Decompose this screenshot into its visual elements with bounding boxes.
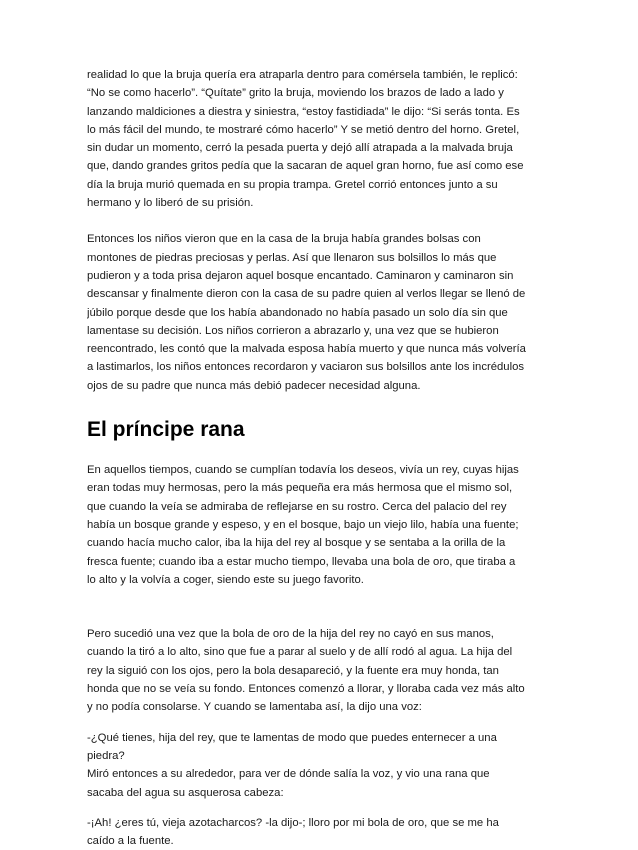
text-line: Miró entonces a su alrededor, para ver de dónde salía la voz, y vio una rana que (87, 768, 490, 781)
text-line: a lastimarlos, los niños entonces recordaron y vaciaron sus bolsillos ante los incrédulos (87, 361, 525, 374)
text-line: sacaba del agua su asquerosa cabeza: (87, 786, 284, 799)
text-line: “No se como hacerlo”. “Quítate” grito la bruja, moviendo los brazos de lado a lado y (87, 87, 504, 100)
text-line: y no podía consolarse. Y cuando se lamentaba así, la dijo una voz: (87, 701, 422, 714)
text-line: descansar y finalmente dieron con la casa de su padre quien al verlos llegar se llenó de (87, 288, 526, 301)
text-line: montones de piedras preciosas y perlas. Así que llenaron sus bolsillos lo más que (87, 251, 497, 264)
paragraph-bola-oro (87, 625, 553, 716)
text-line: fresca fuente; cuando iba a estar mucho tiempo, llevaba una bola de oro, que tiraba a (87, 555, 516, 568)
text-line: honda que no se veía su fondo. Entonces comenzó a llorar, y lloraba cada vez más alto (87, 683, 525, 696)
text-line: En aquellos tiempos, cuando se cumplían todavía los deseos, vivía un rey, cuyas hijas (87, 464, 519, 477)
text-line: -¿Qué tienes, hija del rey, que te lamentas de modo que puedes enternecer a una (87, 731, 497, 744)
text-line: día la bruja murió quemada en su propia trampa. Gretel corrió entonces junto a su (87, 178, 498, 191)
text-line: Pero sucedió una vez que la bola de oro de la hija del rey no cayó en sus manos, (87, 628, 494, 641)
text-line: lo alto y la volvía a coger, siendo este su juego favorito. (87, 573, 364, 586)
text-line: caído a la fuente. (87, 835, 174, 848)
paragraph-bruja-horno (87, 66, 553, 212)
paragraph-ah-eres-tu (87, 814, 553, 850)
text-line: eran todas muy hermosas, pero la más pequeña era más hermosa que el mismo sol, (87, 482, 513, 495)
text-line: lo más fácil del mundo, te mostraré cómo hacerlo” Y se metió dentro del horno. Gretel, (87, 123, 520, 136)
text-line: lamentase su decisión. Los niños corrieron a abrazarlo y, una vez que se hubieron (87, 324, 499, 337)
section-heading: El príncipe rana (87, 418, 245, 442)
text-line: -¡Ah! ¿eres tú, vieja azotacharcos? -la dijo-; lloro por mi bola de oro, que se me ha (87, 816, 499, 829)
text-line: cuando la tiró a lo alto, sino que fue a parar al suelo y de allí rodó al agua. La hija del (87, 646, 513, 659)
text-line: hermano y lo liberó de su prisión. (87, 197, 254, 210)
text-line: sin dudar un momento, cerró la pesada puerta y dejó allí atrapada a la malvada bruja (87, 142, 513, 155)
text-line: realidad lo que la bruja quería era atraparla dentro para comérsela también, le replicó: (87, 69, 518, 81)
text-line: cuando hacía mucho calor, iba la hija del rey al bosque y se sentaba a la orilla de la (87, 537, 506, 550)
document-page (87, 66, 553, 850)
paragraph-que-tienes (87, 729, 553, 802)
text-line: que, dando grandes gritos pedía que la sacaran de aquel gran horno, fue así como ese (87, 160, 524, 173)
text-line: Entonces los niños vieron que en la casa de la bruja había grandes bolsas con (87, 233, 481, 246)
text-line: reencontrado, les contó que la malvada esposa había muerto y que nunca más volvería (87, 343, 526, 356)
text-line: júbilo porque desde que los había abandonado no había pasado un solo día sin que (87, 306, 508, 319)
paragraph-rey-hijas (87, 461, 553, 589)
paragraph-regreso-casa (87, 230, 553, 395)
text-line: pudieron y a toda prisa dejaron aquel bosque encantado. Caminaron y caminaron sin (87, 269, 514, 282)
text-line: ojos de su padre que nunca más debió padecer necesidad alguna. (87, 379, 421, 392)
text-line: que cuando la veía se admiraba de reflejarse en su rostro. Cerca del palacio del rey (87, 500, 507, 513)
text-line: había un bosque grande y espeso, y en el bosque, bajo un viejo lilo, había una fuente; (87, 518, 519, 531)
text-line: lanzando maldiciones a diestra y siniestra, “estoy fastidiada” le dijo: “Si serás tonta. Es (87, 105, 520, 118)
text-line: piedra? (87, 749, 125, 762)
text-line: rey la siguió con los ojos, pero la bola desapareció, y la fuente era muy honda, tan (87, 664, 499, 677)
